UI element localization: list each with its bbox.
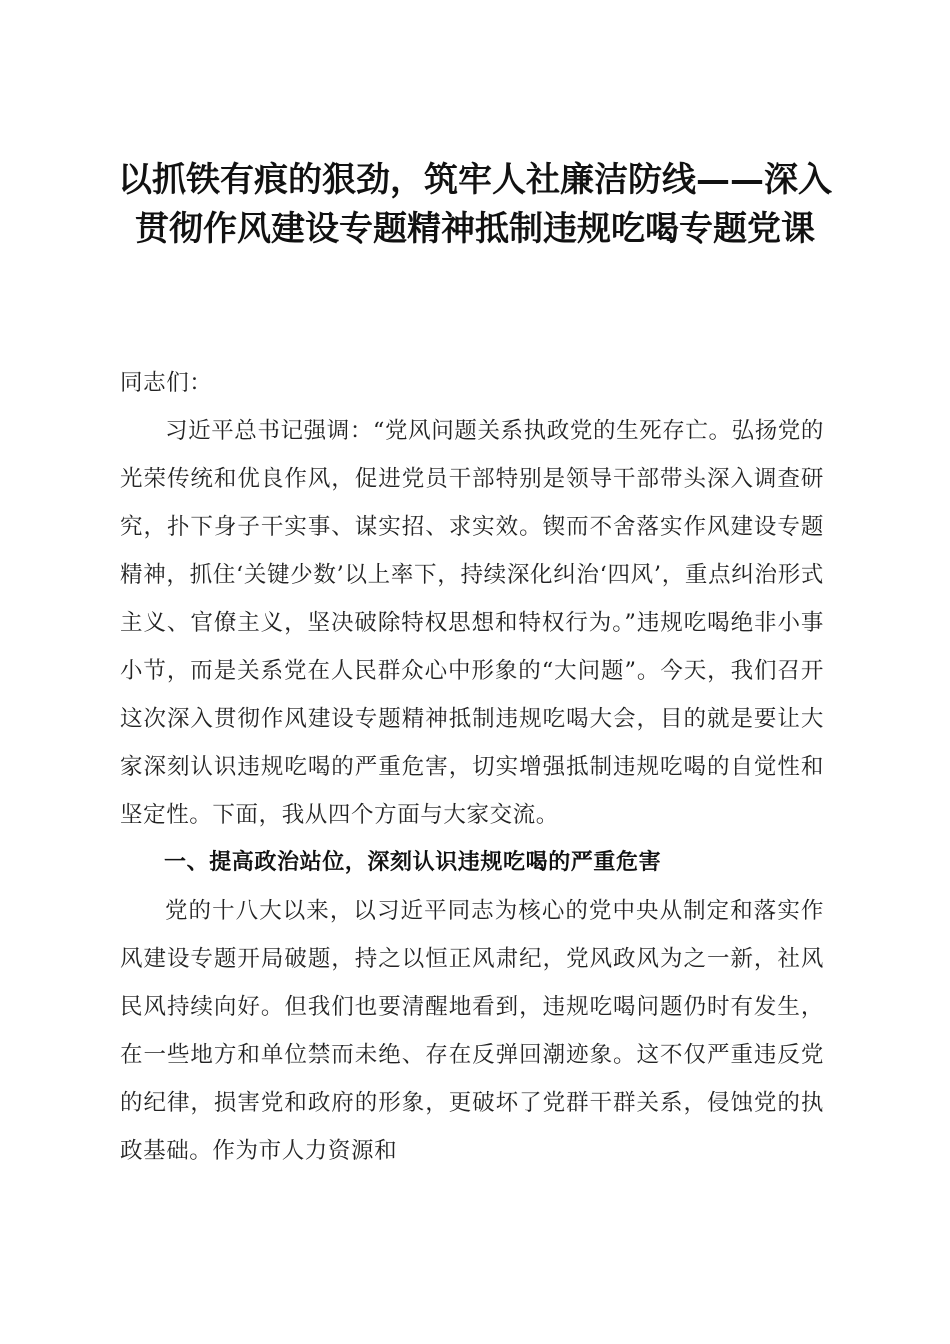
document-title: 以抓铁有痕的狠劲，筑牢人社廉洁防线——深入贯彻作风建设专题精神抵制违规吃喝专题党课: [118, 160, 832, 249]
body-paragraph-intro: 习近平总书记强调：“党风问题关系执政党的生死存亡。弘扬党的光荣传统和优良作风，促进党员干部特别是领导干部带头深入调查研究，扑下身子干实事、谋实招、求实效。锲而不舍落实作风建设专题精神，抓住‘关键少数’以上率下，持续深化纠治‘四风’，重点纠治形式主义、官僚主义，坚决破除特权思想和特权行为。”违规吃喝绝非小事小节，而是关系党在人民群众心中形象的“大问题”。今天，我们召开这次深入贯彻作风建设专题精神抵制违规吃喝大会，目的就是要让大家深刻认识违规吃喝的严重危害，切实增强抵制违规吃喝的自觉性和坚定性。下面，我从四个方面与大家交流。: [120, 418, 824, 828]
salutation: 同志们：: [120, 370, 213, 396]
section-heading-1: 一、提高政治站位，深刻认识违规吃喝的严重危害: [164, 850, 662, 875]
document-body: [120, 359, 824, 1175]
body-paragraph-section-1: 党的十八大以来，以习近平同志为核心的党中央从制定和落实作风建设专题开局破题，持之以恒正风肃纪，党风政风为之一新，社风民风持续向好。但我们也要清醒地看到，违规吃喝问题仍时有发生，在一些地方和单位禁而未绝、存在反弹回潮迹象。这不仅严重违反党的纪律，损害党和政府的形象，更破坏了党群干群关系，侵蚀党的执政基础。作为市人力资源和: [120, 898, 824, 1164]
